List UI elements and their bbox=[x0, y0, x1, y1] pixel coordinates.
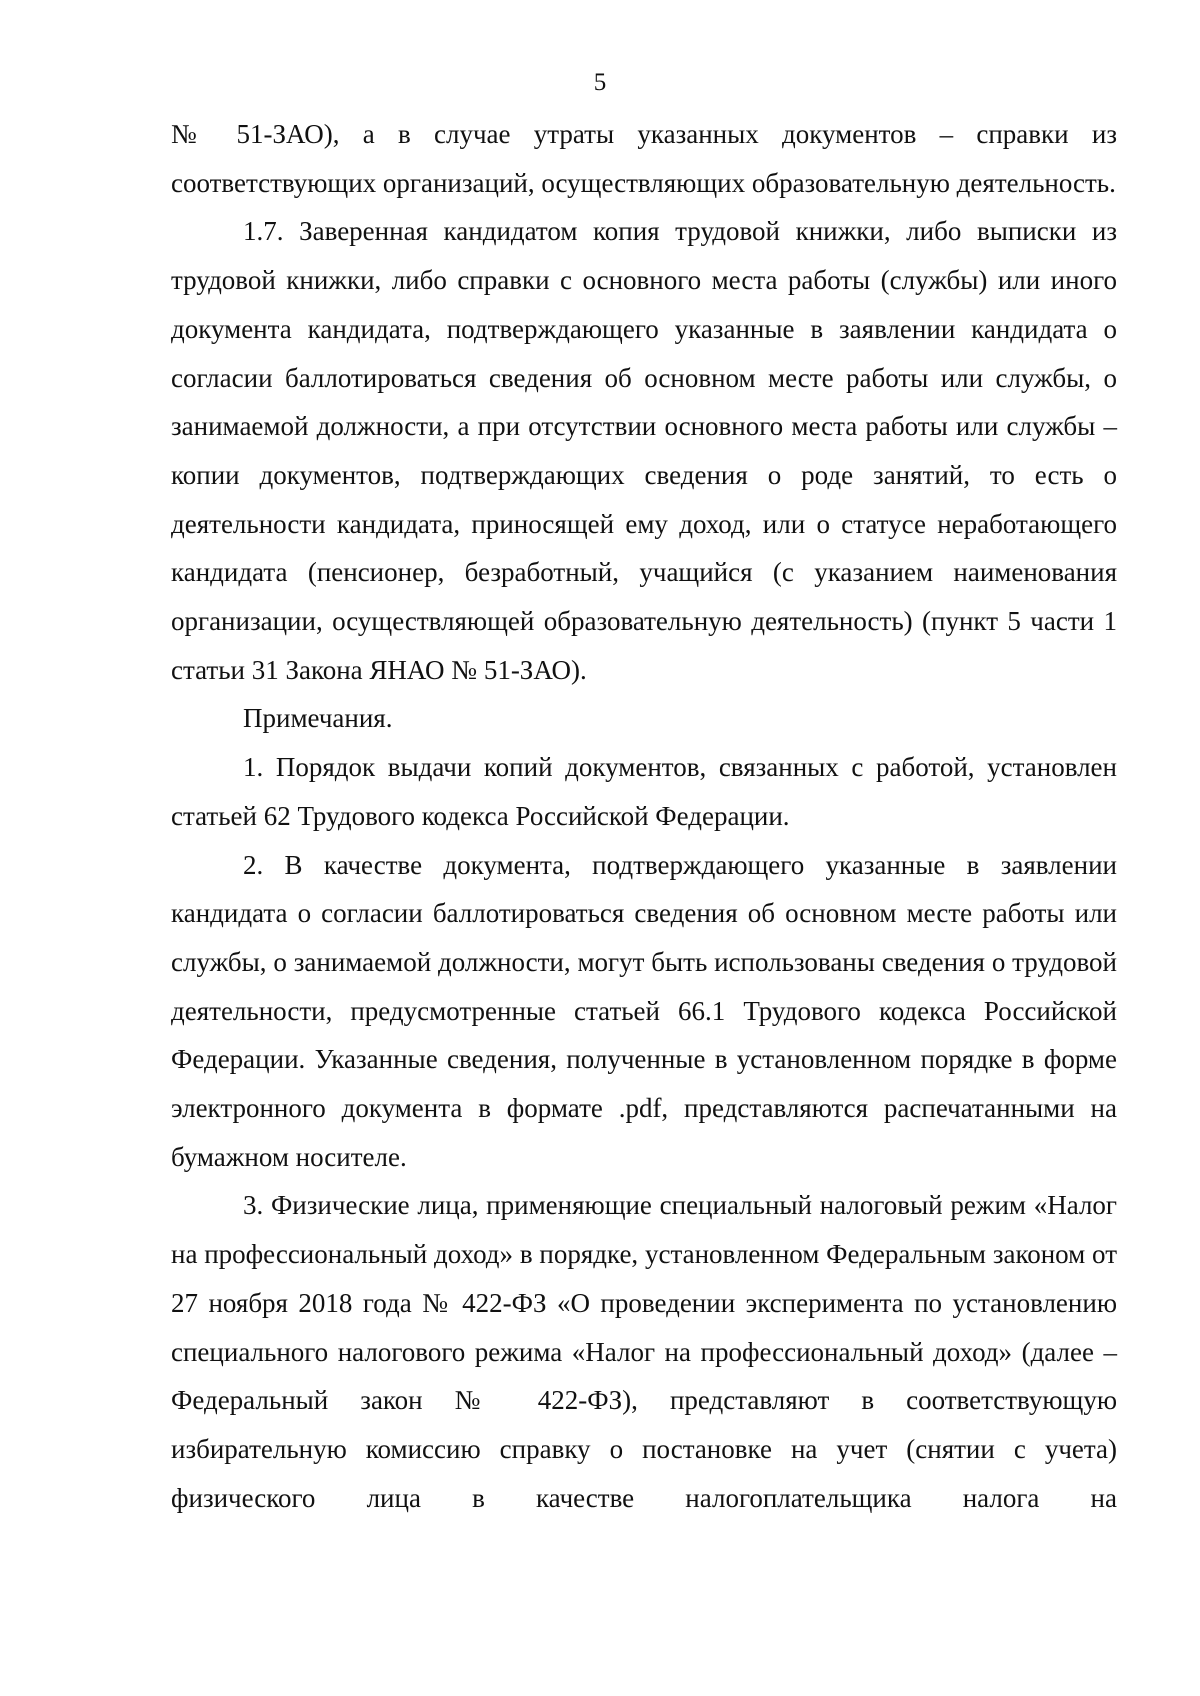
note-1: 1. Порядок выдачи копий документов, связанных с работой, установлен статьей 62 Трудового кодекса Российской Федерации. bbox=[171, 752, 1117, 831]
page-number: 5 bbox=[593, 69, 607, 96]
paragraph-1-7: 1.7. Заверенная кандидатом копия трудовой книжки, либо выписки из трудовой книжки, либо справки с основного места работы (службы) или иного документа кандидата, подтверждающего указанные в заявлении кандидата о согласии баллотироваться сведения об основном месте работы или службы, о занимаемой должности, а при отсутствии основного места работы или службы – копии документов, подтверждающих сведения о роде занятий, то есть о деятельности кандидата, приносящей ему доход, или о статусе неработающего кандидата (пенсионер, безработный, учащийся (с указанием наименования организации, осуществляющей образовательную деятельность) (пункт 5 части 1 статьи 31 Закона ЯНАО № 51-ЗАО). bbox=[171, 216, 1117, 685]
note-3: 3. Физические лица, применяющие специальный налоговый режим «Налог на профессиональный доход» в порядке, установленном Федеральным законом от 27 ноября 2018 года № 422-ФЗ «О проведении эксперимента по установлению специального налогового режима «Налог на профессиональный доход» (далее – Федеральный закон № 422-ФЗ), представляют в соответствующую избирательную комиссию справку о постановке на учет (снятии с учета) физического лица в качестве налогоплательщика налога на bbox=[171, 1190, 1117, 1513]
note-2: 2. В качестве документа, подтверждающего указанные в заявлении кандидата о согласии баллотироваться сведения об основном месте работы или службы, о занимаемой должности, могут быть использованы сведения о трудовой деятельности, предусмотренные статьей 66.1 Трудового кодекса Российской Федерации. Указанные сведения, полученные в установленном порядке в форме электронного документа в формате .pdf, представляются распечатанными на бумажном носителе. bbox=[171, 849, 1117, 1172]
paragraph-continuation: № 51-ЗАО), а в случае утраты указанных документов – справки из соответствующих организаций, осуществляющих образовательную деятельность. bbox=[171, 119, 1117, 198]
document-body bbox=[171, 110, 1117, 1522]
notes-heading: Примечания. bbox=[243, 703, 393, 734]
